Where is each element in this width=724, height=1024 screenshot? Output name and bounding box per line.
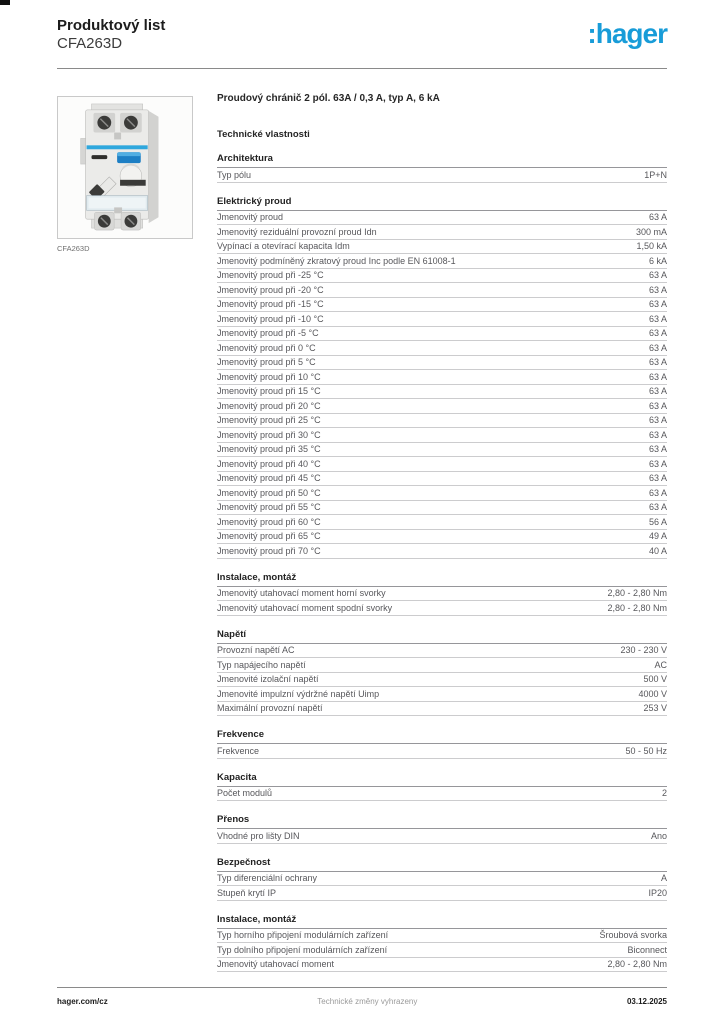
- spec-value: 2,80 - 2,80 Nm: [607, 959, 667, 969]
- spec-label: Jmenovitý proud při 65 °C: [217, 531, 321, 541]
- spec-value: 63 A: [648, 328, 667, 338]
- product-image: [57, 96, 193, 239]
- spec-label: Jmenovitý proud při 10 °C: [217, 371, 321, 382]
- section-heading: Frekvence: [217, 729, 667, 744]
- spec-section: [217, 729, 667, 759]
- spec-label: Jmenovitý proud při 25 °C: [217, 415, 321, 425]
- spec-row: [217, 515, 667, 530]
- spec-value: 40 A: [648, 545, 667, 556]
- spec-label: Typ dolního připojení modulárních zařízení: [217, 944, 388, 955]
- spec-label: Vypínací a otevírací kapacita Idm: [217, 241, 350, 251]
- spec-value: 63 A: [648, 342, 667, 353]
- spec-label: Jmenovitý proud při 30 °C: [217, 429, 321, 440]
- spec-row: [217, 644, 667, 659]
- spec-row: [217, 283, 667, 298]
- spec-value: 1,50 kA: [636, 241, 667, 251]
- spec-label: Jmenovitý proud při 40 °C: [217, 458, 321, 469]
- spec-value: 63 A: [648, 487, 667, 498]
- rcd-breaker-illustration: [58, 97, 192, 238]
- spec-label: Počet modulů: [217, 788, 273, 798]
- spec-row: [217, 702, 667, 717]
- spec-row: [217, 787, 667, 802]
- spec-section: [217, 572, 667, 616]
- spec-label: Jmenovitý proud: [217, 212, 284, 222]
- footer-website: hager.com/cz: [57, 997, 108, 1006]
- spec-label: Jmenovitý proud při 55 °C: [217, 502, 321, 512]
- spec-row: [217, 544, 667, 559]
- spec-row: [217, 269, 667, 284]
- spec-value: 253 V: [643, 703, 667, 713]
- spec-label: Jmenovitý reziduální provozní proud Idn: [217, 226, 377, 237]
- spec-row: [217, 530, 667, 545]
- section-rows: [217, 211, 667, 559]
- spec-row: [217, 298, 667, 313]
- spec-value: 2: [661, 788, 667, 798]
- product-reference: CFA263D: [57, 35, 123, 52]
- spec-section: [217, 914, 667, 973]
- spec-row: [217, 658, 667, 673]
- spec-value: 6 kA: [648, 255, 667, 266]
- spec-label: Typ horního připojení modulárních zařízení: [217, 930, 389, 940]
- spec-value: 63 A: [648, 313, 667, 324]
- spec-label: Provozní napětí AC: [217, 645, 295, 655]
- spec-value: 2,80 - 2,80 Nm: [607, 588, 667, 598]
- spec-row: [217, 399, 667, 414]
- page-footer: [57, 987, 667, 1006]
- section-rows: [217, 644, 667, 717]
- spec-section: [217, 629, 667, 717]
- spec-value: 56 A: [648, 516, 667, 527]
- spec-row: [217, 414, 667, 429]
- spec-row: [217, 744, 667, 759]
- spec-value: 63 A: [648, 502, 667, 512]
- spec-row: [217, 341, 667, 356]
- spec-label: Typ diferenciální ochrany: [217, 873, 318, 883]
- spec-label: Typ pólu: [217, 169, 252, 180]
- product-title: Proudový chránič 2 pól. 63A / 0,3 A, typ A, 6 kA: [217, 93, 440, 104]
- section-heading: Instalace, montáž: [217, 914, 667, 929]
- section-heading: Architektura: [217, 153, 667, 168]
- spec-section: [217, 772, 667, 802]
- spec-label: Maximální provozní napětí: [217, 703, 323, 713]
- spec-row: [217, 929, 667, 944]
- section-heading: Napětí: [217, 629, 667, 644]
- spec-label: Jmenovitý proud při -10 °C: [217, 313, 324, 324]
- spec-sections: [217, 153, 667, 972]
- spec-value: 63 A: [648, 357, 667, 367]
- spec-row: [217, 457, 667, 472]
- spec-value: Ano: [650, 830, 667, 841]
- spec-row: [217, 687, 667, 702]
- spec-label: Jmenovitý proud při 20 °C: [217, 400, 321, 411]
- spec-label: Jmenovitý podmíněný zkratový proud Inc podle EN 61008-1: [217, 255, 456, 266]
- spec-value: 49 A: [648, 531, 667, 541]
- spec-label: Jmenovitý proud při 50 °C: [217, 487, 321, 498]
- spec-label: Frekvence: [217, 745, 260, 756]
- spec-value: 63 A: [648, 371, 667, 382]
- spec-label: Jmenovitý proud při 5 °C: [217, 357, 316, 367]
- spec-row: [217, 168, 667, 183]
- spec-value: 1P+N: [644, 169, 667, 180]
- section-rows: [217, 744, 667, 759]
- spec-value: 63 A: [648, 400, 667, 411]
- spec-row: [217, 327, 667, 342]
- spec-row: [217, 601, 667, 616]
- spec-value: 63 A: [648, 270, 667, 280]
- spec-value: Biconnect: [627, 944, 667, 955]
- spec-row: [217, 673, 667, 688]
- print-crop-mark: [0, 0, 10, 5]
- section-heading: Kapacita: [217, 772, 667, 787]
- spec-label: Typ napájecího napětí: [217, 659, 306, 670]
- spec-label: Jmenovitý proud při 70 °C: [217, 545, 321, 556]
- footer-disclaimer: Technické změny vyhrazeny: [317, 997, 418, 1006]
- spec-value: IP20: [648, 887, 667, 898]
- spec-value: 63 A: [648, 386, 667, 396]
- section-rows: [217, 787, 667, 802]
- spec-row: [217, 443, 667, 458]
- section-rows: [217, 872, 667, 901]
- hager-logo: :hager: [587, 18, 667, 49]
- spec-row: [217, 240, 667, 255]
- technical-properties-title: Technické vlastnosti: [217, 129, 310, 140]
- product-image-column: [57, 96, 193, 253]
- spec-section: [217, 814, 667, 844]
- product-image-caption: CFA263D: [57, 244, 90, 253]
- spec-label: Vhodné pro lišty DIN: [217, 830, 300, 841]
- spec-row: [217, 472, 667, 487]
- section-heading: Elektrický proud: [217, 196, 667, 211]
- spec-label: Jmenovité izolační napětí: [217, 674, 319, 684]
- spec-label: Jmenovitý proud při -20 °C: [217, 284, 324, 295]
- spec-value: 63 A: [648, 473, 667, 483]
- spec-label: Jmenovitý proud při -5 °C: [217, 328, 319, 338]
- spec-row: [217, 225, 667, 240]
- spec-value: AC: [654, 659, 667, 670]
- spec-label: Jmenovitý proud při -25 °C: [217, 270, 324, 280]
- spec-value: Šroubová svorka: [599, 930, 667, 940]
- section-rows: [217, 929, 667, 973]
- spec-label: Jmenovité impulzní výdržné napětí Uimp: [217, 688, 380, 699]
- spec-row: [217, 428, 667, 443]
- spec-value: 63 A: [648, 212, 667, 222]
- spec-label: Jmenovitý proud při 0 °C: [217, 342, 316, 353]
- main-content: [57, 69, 667, 972]
- spec-label: Jmenovitý proud při 45 °C: [217, 473, 321, 483]
- spec-value: 63 A: [648, 444, 667, 454]
- spec-label: Jmenovitý proud při -15 °C: [217, 299, 324, 309]
- section-rows: [217, 829, 667, 844]
- spec-row: [217, 501, 667, 516]
- spec-value: 230 - 230 V: [620, 645, 667, 655]
- spec-row: [217, 872, 667, 887]
- spec-label: Jmenovitý proud při 15 °C: [217, 386, 321, 396]
- spec-value: A: [660, 873, 667, 883]
- spec-value: 63 A: [648, 299, 667, 309]
- spec-row: [217, 312, 667, 327]
- spec-value: 4000 V: [638, 688, 667, 699]
- section-heading: Instalace, montáž: [217, 572, 667, 587]
- spec-row: [217, 356, 667, 371]
- spec-row: [217, 370, 667, 385]
- spec-row: [217, 886, 667, 901]
- spec-section: [217, 196, 667, 559]
- spec-value: 300 mA: [635, 226, 667, 237]
- spec-value: 63 A: [648, 429, 667, 440]
- spec-section: [217, 153, 667, 183]
- spec-label: Jmenovitý utahovací moment horní svorky: [217, 588, 386, 598]
- document-title: Produktový list: [57, 17, 166, 34]
- footer-date: 03.12.2025: [626, 997, 667, 1006]
- spec-value: 63 A: [648, 284, 667, 295]
- page-header: [57, 17, 667, 53]
- spec-row: [217, 486, 667, 501]
- spec-row: [217, 587, 667, 602]
- section-rows: [217, 587, 667, 616]
- spec-label: Jmenovitý utahovací moment: [217, 959, 335, 969]
- spec-value: 63 A: [648, 415, 667, 425]
- spec-label: Jmenovitý proud při 35 °C: [217, 444, 321, 454]
- spec-row: [217, 254, 667, 269]
- spec-value: 500 V: [643, 674, 667, 684]
- specs-column: [217, 69, 667, 972]
- spec-label: Jmenovitý proud při 60 °C: [217, 516, 321, 527]
- spec-row: [217, 958, 667, 973]
- spec-value: 50 - 50 Hz: [625, 745, 667, 756]
- spec-row: [217, 943, 667, 958]
- spec-value: 2,80 - 2,80 Nm: [607, 602, 667, 613]
- spec-value: 63 A: [648, 458, 667, 469]
- section-heading: Přenos: [217, 814, 667, 829]
- spec-label: Stupeň krytí IP: [217, 887, 277, 898]
- spec-section: [217, 857, 667, 901]
- section-heading: Bezpečnost: [217, 857, 667, 872]
- spec-label: Jmenovitý utahovací moment spodní svorky: [217, 602, 393, 613]
- spec-row: [217, 829, 667, 844]
- spec-row: [217, 211, 667, 226]
- spec-row: [217, 385, 667, 400]
- section-rows: [217, 168, 667, 183]
